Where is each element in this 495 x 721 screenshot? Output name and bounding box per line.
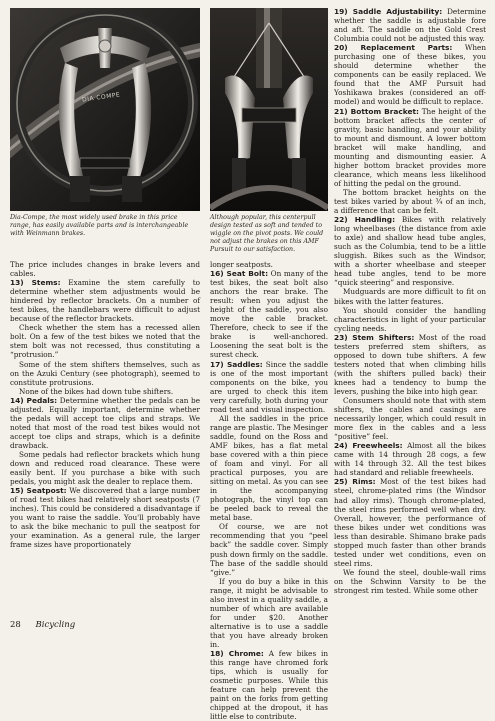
paragraph-text: Mudguards are more difficult to fit on bikes with the latter features.	[334, 287, 486, 306]
paragraph	[334, 396, 486, 441]
paragraph-text: None of the bikes had down tube shifters.	[19, 386, 174, 396]
photo-caption-right: Although popular, this centerpull design tested as soft and tended to wiggle on the pivot posts. We could not adjust the brakes on this AMF Pursuit to our satisfaction.	[210, 214, 324, 253]
section-heading: 24) Freewheels:	[334, 441, 403, 451]
article-column-middle	[210, 260, 328, 721]
paragraph	[334, 215, 486, 287]
paragraph-text: Some of the stem shifters themselves, such as on the Azuki Century (see photograph), seemed to constitute protrusions.	[10, 359, 200, 387]
magazine-name: Bicycling	[35, 620, 76, 630]
section-heading: 13) Stems:	[10, 278, 61, 288]
paragraph	[210, 360, 328, 414]
paragraph	[210, 260, 328, 269]
photo-dia-compe-brake	[10, 8, 200, 211]
paragraph-text: You should consider the handling characteristics in light of your particular cycling needs.	[334, 305, 486, 333]
paragraph	[334, 188, 486, 215]
photo-amf-centerpull-brake	[210, 8, 328, 211]
paragraph	[210, 649, 328, 721]
paragraph-text: If you do buy a bike in this range, it might be advisable to also invest in a quality saddle, a number of which are available for under $20. Another alternative is to use a saddle that you have already broken in.	[210, 576, 328, 649]
paragraph-text: Determine whether the pedals can be adjusted. Equally important, determine whether the pedals will accept toe clips and straps. We noted that most of the road test bikes would not accept toe clips and straps, which is a definite drawback.	[10, 395, 200, 450]
paragraph	[10, 450, 200, 486]
page-number: 28	[10, 620, 21, 630]
paragraph	[334, 333, 486, 396]
paragraph	[334, 568, 486, 595]
paragraph-text: Determine whether the saddle is adjustable fore and aft. The saddle on the Gold Crest Columbia could not be adjusted this way.	[334, 7, 486, 44]
section-heading: 25) Rims:	[334, 477, 376, 487]
section-heading: 23) Stem Shifters:	[334, 332, 415, 342]
paragraph	[334, 441, 486, 477]
paragraph	[10, 387, 200, 396]
paragraph	[10, 278, 200, 323]
paragraph	[334, 7, 486, 43]
section-heading: 19) Saddle Adjustability:	[334, 7, 443, 16]
paragraph-text: Most of the test bikes had steel, chrome-plated rims (the Windsor had alloy rims). Though chrome-plated, the steel rims performed well when dry. Overall, however, the performance of these bikes under wet conditions was less than desirable. Shimano brake pads stopped much faster than other brands tested under wet conditions, even on steel rims.	[334, 477, 487, 568]
paragraph-text: The price includes changes in brake levers and cables.	[10, 260, 200, 279]
paragraph	[10, 486, 200, 549]
section-heading: 18) Chrome:	[210, 649, 264, 659]
paragraph-text: All the saddles in the price range are plastic. The Mesinger saddle, found on the Ross and AMF bikes, has a flat metal base covered with a thin piece of foam and vinyl. For all practical purposes, you are sitting on metal. As you can see in the accompanying photograph, the vinyl top can be peeled back to reveal the metal base.	[210, 413, 328, 523]
section-heading: 16) Seat Bolt:	[210, 269, 269, 279]
section-heading: 15) Seatpost:	[10, 486, 67, 496]
photo-caption-left: Dia-Compe, the most widely used brake in this price range, has easily available parts and is interchangeable with Weinmann brakes.	[10, 214, 189, 237]
article-column-left	[10, 260, 200, 550]
paragraph-text: We found the steel, double-wall rims on the Schwinn Varsity to be the strongest rim tested. While some other	[334, 567, 486, 595]
paragraph	[334, 107, 486, 188]
section-heading: 17) Saddles:	[210, 359, 263, 369]
paragraph	[210, 577, 328, 649]
paragraph	[210, 269, 328, 359]
paragraph-text: longer seatposts.	[210, 260, 273, 269]
paragraph-text: Most of the road testers preferred stem shifters, as opposed to down tube shifters. A few testers noted that when climbing hills (with the shifters pulled back) their knees had a tendency to bump the levers, pushing the bike into high gear.	[334, 332, 486, 396]
paragraph-text: Bikes with relatively long wheelbases (the distance from axle to axle) and shallow head tube angles, such as the Columbia, tend to be a little sluggish. Bikes such as the Windsor, with a shorter wheelbase and steeper head tube angles, tend to be more “quick steering” and responsive.	[334, 215, 486, 288]
section-heading: 20) Replacement Parts:	[334, 43, 453, 53]
paragraph-text: When purchasing one of these bikes, you should determine whether the components can be easily replaced. We found that the AMF Pursuit had Yoshikawa brakes (considered an off-model) and would be difficult to replace.	[334, 43, 486, 107]
paragraph-text: We discovered that a large number of road test bikes had relatively short seatposts (7 inches). This could be considered a disadvantage if you want to raise the saddle. You'll probably have to ask the bike mechanic to pull the seatpost for your examination. As a general rule, the larger frame sizes have proportionately	[10, 486, 200, 550]
paragraph	[334, 306, 486, 333]
paragraph	[210, 414, 328, 523]
paragraph-text: On many of the test bikes, the seat bolt also anchors the rear brake. The result: when you adjust the height of the saddle, you also move the cable bracket. Therefore, check to see if the brake is well-anchored. Loosening the seat bolt is the surest check.	[210, 269, 328, 360]
paragraph-text: Since the saddle is one of the most important components on the bike, you are urged to check this item very carefully, both during your road test and visual inspection.	[210, 359, 328, 414]
section-heading: 14) Pedals:	[10, 395, 58, 405]
paragraph	[334, 43, 486, 106]
paragraph	[210, 522, 328, 576]
paragraph	[334, 287, 486, 305]
article-column-right	[334, 7, 486, 595]
paragraph-text: Of course, we are not recommending that you “peel back” the saddle cover. Simply push down firmly on the saddle. The base of the saddle should “give.”	[210, 522, 328, 577]
paragraph-text: Some pedals had reflector brackets which hung down and reduced road clearance. These were easily bent. If you purchase a bike with such pedals, you might ask the dealer to replace them.	[10, 449, 200, 487]
paragraph-text: Almost all the bikes came with 14 through 28 cogs, a few with 14 through 32. All the test bikes had standard and reliable freewheels.	[334, 441, 487, 478]
paragraph	[334, 477, 486, 567]
paragraph	[10, 260, 200, 278]
paragraph-text: The bottom bracket heights on the test bikes varied by about ¾ of an inch, a difference that can be felt.	[334, 187, 486, 216]
paragraph-text: Check whether the stem has a recessed allen bolt. On a few of the test bikes we noted that the stem bolt was not recessed, thus constituting a “protrusion.”	[10, 323, 200, 360]
paragraph-text: Examine the stem carefully to determine whether stem adjustments would be hindered by reflector brackets. On a number of test bikes, the handlebars were difficult to adjust because of the reflector brackets.	[10, 278, 200, 324]
section-heading: 22) Handling:	[334, 215, 396, 225]
paragraph	[10, 396, 200, 450]
photo-brand-marking: DIA·COMPE	[81, 91, 121, 104]
paragraph-text: A few bikes in this range have chromed fork tips, which is usually for cosmetic purposes. While this feature can help prevent the paint on the forks from getting chipped at the dropout, it has little else to contribute.	[210, 649, 328, 721]
paragraph	[10, 323, 200, 359]
section-heading: 21) Bottom Bracket:	[334, 106, 419, 116]
page-footer	[10, 620, 75, 630]
paragraph-text: The height of the bottom bracket affects the center of gravity, basic handling, and your ability to mount and dismount. A lower bottom bracket will make handling, and mounting and dismounting easier. A higher bottom bracket provides more clearance, which means less likelihood of hitting the pedal on the ground.	[334, 106, 486, 188]
paragraph-text: Consumers should note that with stem shifters, the cables and casings are necessarily longer, which could result in more flex in the cables and a less “positive” feel.	[334, 396, 486, 442]
paragraph	[10, 360, 200, 387]
